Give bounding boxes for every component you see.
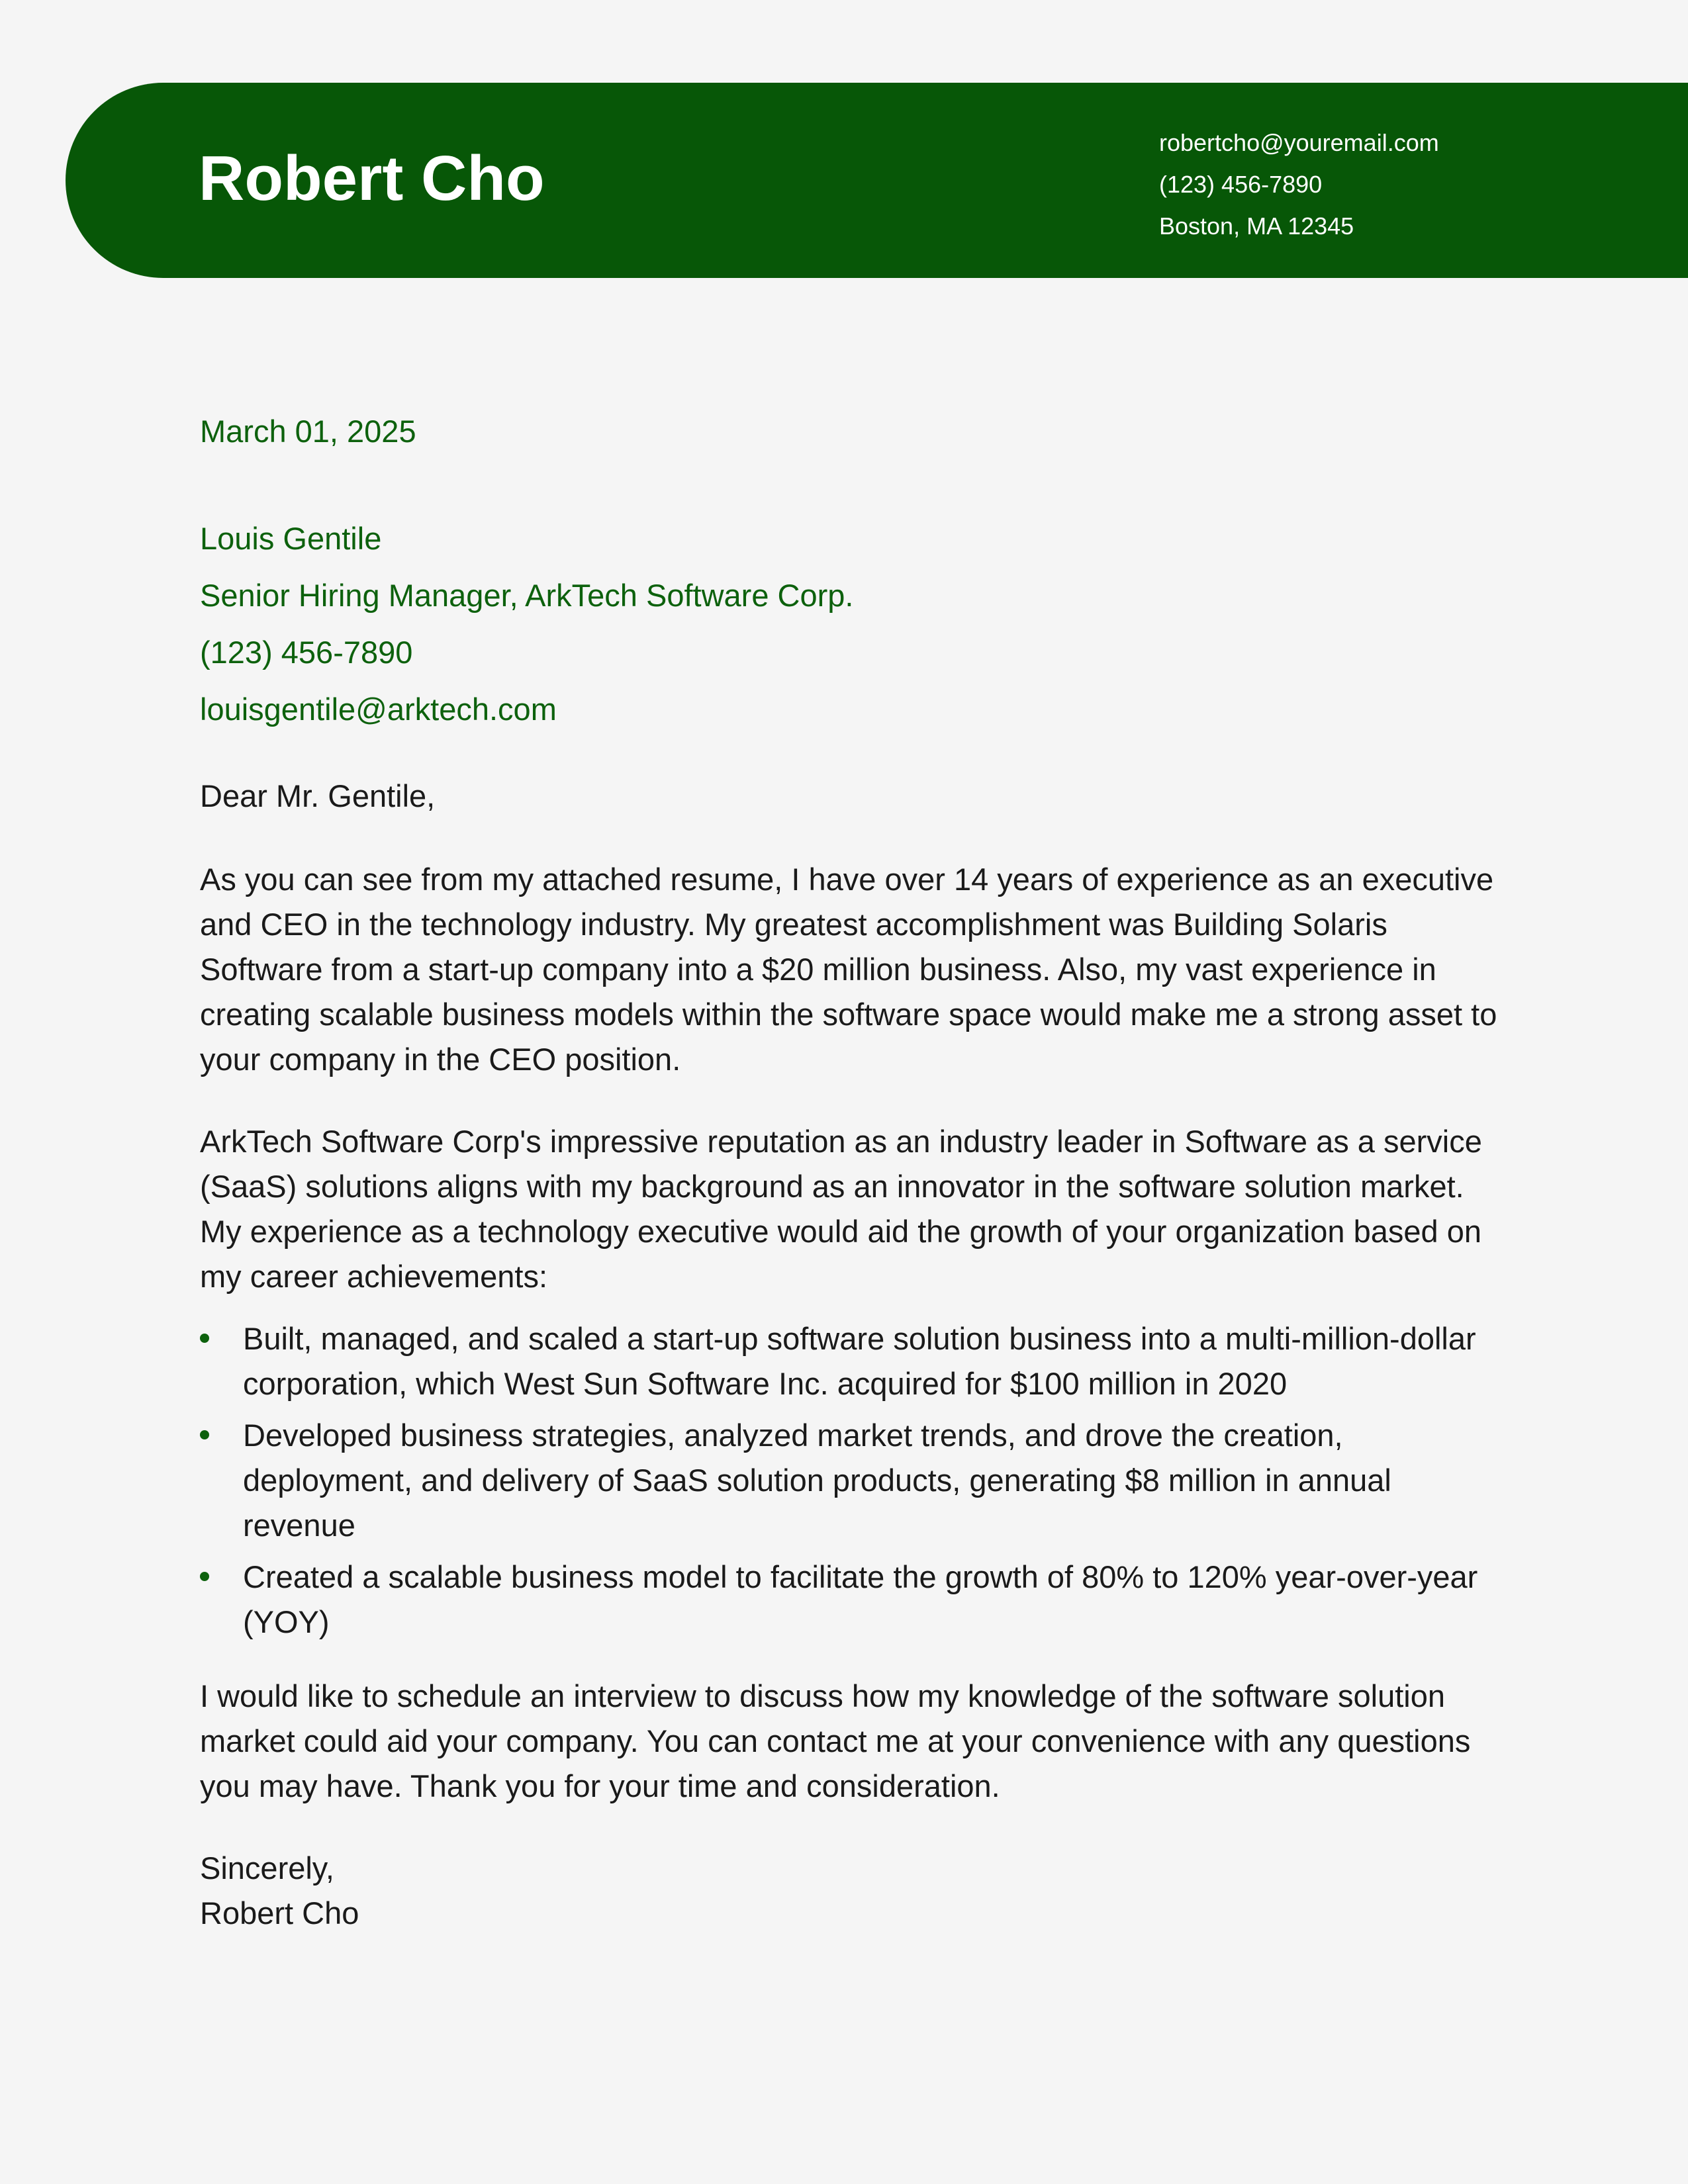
- letter-date: March 01, 2025: [200, 414, 416, 449]
- sender-location: Boston, MA 12345: [1159, 212, 1354, 240]
- closing-word: Sincerely,: [200, 1850, 334, 1886]
- letter-body: [200, 409, 1497, 1936]
- achievement-text: Created a scalable business model to facilitate the growth of 80% to 120% year-over-year (YOY): [243, 1559, 1478, 1639]
- paragraph-background: ArkTech Software Corp's impressive reputation as an industry leader in Software as a service (SaaS) solutions aligns with my background as an innovator in the software solution market. My experience as a technology executive would aid the growth of your organization based on my career achievements:: [200, 1124, 1482, 1294]
- recipient-name: Louis Gentile: [200, 521, 382, 556]
- achievement-text: Developed business strategies, analyzed market trends, and drove the creation, deployment, and delivery of SaaS solution products, generating $8 million in annual revenue: [243, 1418, 1391, 1543]
- paragraph-intro: As you can see from my attached resume, I have over 14 years of experience as an executive and CEO in the technology industry. My greatest accomplishment was Building Solaris Software from a start-up company into a $20 million business. Also, my vast experience in creating scalable business models within the software space would make me a strong asset to your company in the CEO position.: [200, 862, 1497, 1077]
- bullet-icon: [200, 1572, 209, 1581]
- sender-name: Robert Cho: [199, 143, 545, 214]
- achievement-text: Built, managed, and scaled a start-up software solution business into a multi-million-dollar corporation, which West Sun Software Inc. acquired for $100 million in 2020: [243, 1321, 1476, 1401]
- sender-email: robertcho@youremail.com: [1159, 129, 1439, 156]
- list-item: [200, 1555, 1497, 1645]
- recipient-title: Senior Hiring Manager, ArkTech Software Corp.: [200, 578, 854, 613]
- bullet-icon: [200, 1334, 209, 1343]
- recipient-email: louisgentile@arktech.com: [200, 692, 557, 727]
- paragraph-closing: I would like to schedule an interview to discuss how my knowledge of the software solution market could aid your company. You can contact me at your convenience with any questions you may have. Thank you for your time and consideration.: [200, 1678, 1471, 1803]
- recipient-phone: (123) 456-7890: [200, 635, 413, 670]
- signature-name: Robert Cho: [200, 1895, 359, 1931]
- list-item: [200, 1316, 1497, 1406]
- achievements-list: [200, 1316, 1497, 1645]
- recipient-block: [200, 516, 1497, 744]
- sign-off: [200, 1846, 1497, 1936]
- salutation: Dear Mr. Gentile,: [200, 778, 436, 813]
- header-banner: [66, 83, 1688, 278]
- sender-phone: (123) 456-7890: [1159, 171, 1323, 198]
- sender-contact: [1159, 129, 1439, 254]
- bullet-icon: [200, 1430, 209, 1439]
- list-item: [200, 1413, 1497, 1548]
